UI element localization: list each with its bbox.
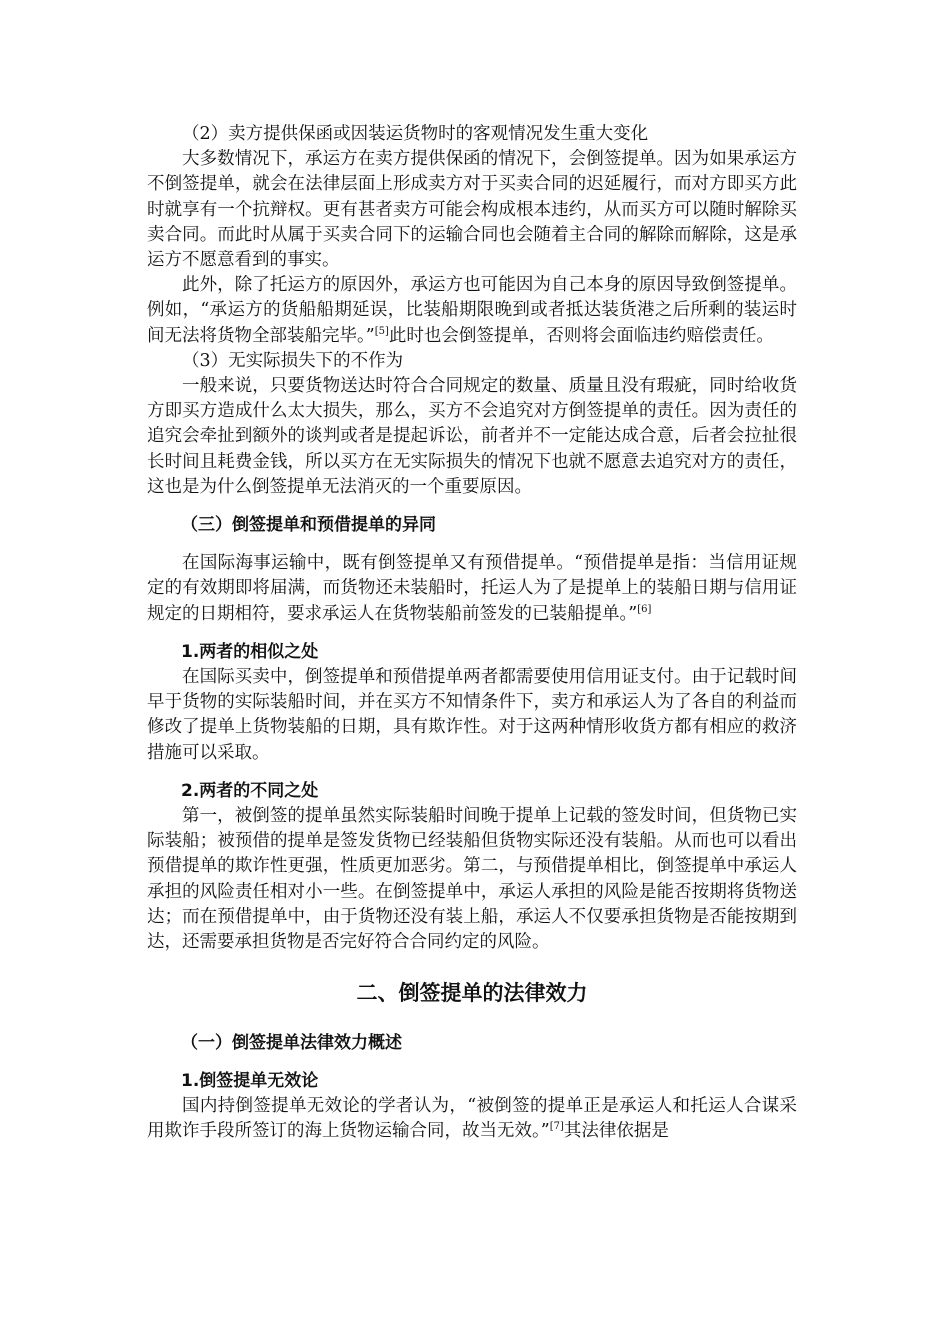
chapter-title: 二、倒签提单的法律效力 [356,981,588,1006]
citation: [5] [374,325,389,337]
section-heading-3: （三）倒签提单和预借提单的异同 [181,515,436,536]
paragraph: 第一，被倒签的提单虽然实际装船时间晚于提单上记载的签发时间，但货物已实际装船；被预借的提单是签发货物已经装船但货物实际还没有装船。从而也可以看出预借提单的欺诈性更强，性质更加恶劣。第二，与预借提单相比，倒签提单中承运人承担的风险责任相对小一些。在倒签提单中，承运人承担的风险是能否按期将货物送达；而在预借提单中，由于货物还没有装上船，承运人不仅要承担货物是否能按期到达，还需要承担货物是否完好符合合同约定的风险。 [147,806,797,953]
citation: [6] [637,603,652,615]
document-page [147,122,797,1144]
paragraph: 一般来说，只要货物送达时符合合同规定的数量、质量且没有瑕疵，同时给收货方即买方造成什么太大损失，那么，买方不会追究对方倒签提单的责任。因为责任的追究会牵扯到额外的谈判或者是提起诉讼，前者并不一定能达成合意，后者会拉扯很长时间且耗费金钱，所以买方在无实际损失的情况下也就不愿意去追究对方的责任，这也是为什么倒签提单无法消灭的一个重要原因。 [147,376,797,497]
paragraph: 在国际买卖中，倒签提单和预借提单两者都需要使用信用证支付。由于记载时间早于货物的实际装船时间，并在买方不知情条件下，卖方和承运人为了各自的利益而修改了提单上货物装船的日期，具有欺诈性。对于这两种情形收货方都有相应的救济措施可以采取。 [147,667,797,763]
citation: [7] [549,1121,564,1133]
paragraph: 在国际海事运输中，既有倒签提单又有预借提单。“预借提单是指：当信用证规定的有效期即将届满，而货物还未装船时，托运人为了是提单上的装船日期与信用证规定的日期相符，要求承运人在货物装船前签发的已装船提单。”[6] [147,553,797,624]
section-heading-1: （一）倒签提单法律效力概述 [181,1032,402,1053]
paragraph: 大多数情况下，承运方在卖方提供保函的情况下，会倒签提单。因为如果承运方不倒签提单，就会在法律层面上形成卖方对于买卖合同的迟延履行，而对方即买方此时就享有一个抗辩权。更有甚者卖方可能会构成根本违约，从而买方可以随时解除买卖合同。而此时从属于买卖合同下的运输合同也会随着主合同的解除而解除，这是承运方不愿意看到的事实。 [147,149,797,271]
paragraph: 此外，除了托运方的原因外，承运方也可能因为自己本身的原因导致倒签提单。例如，“承运方的货船船期延误，比装船期限晚到或者抵达装货港之后所剩的装运时间无法将货物全部装船完毕。”[5]此时也会倒签提单，否则将会面临违约赔偿责任。 [147,275,797,346]
sub-heading-similar: 1.两者的相似之处 [181,641,319,662]
subheading-3: （3）无实际损失下的不作为 [182,350,404,371]
paragraph: 国内持倒签提单无效论的学者认为，“被倒签的提单正是承运人和托运人合谋采用欺诈手段所签订的海上货物运输合同，故当无效。”[7]其法律依据是 [147,1095,797,1142]
sub-heading-invalid: 1.倒签提单无效论 [181,1070,319,1091]
sub-heading-different: 2.两者的不同之处 [181,780,319,801]
subheading-2: （2）卖方提供保函或因装运货物时的客观情况发生重大变化 [182,124,649,144]
